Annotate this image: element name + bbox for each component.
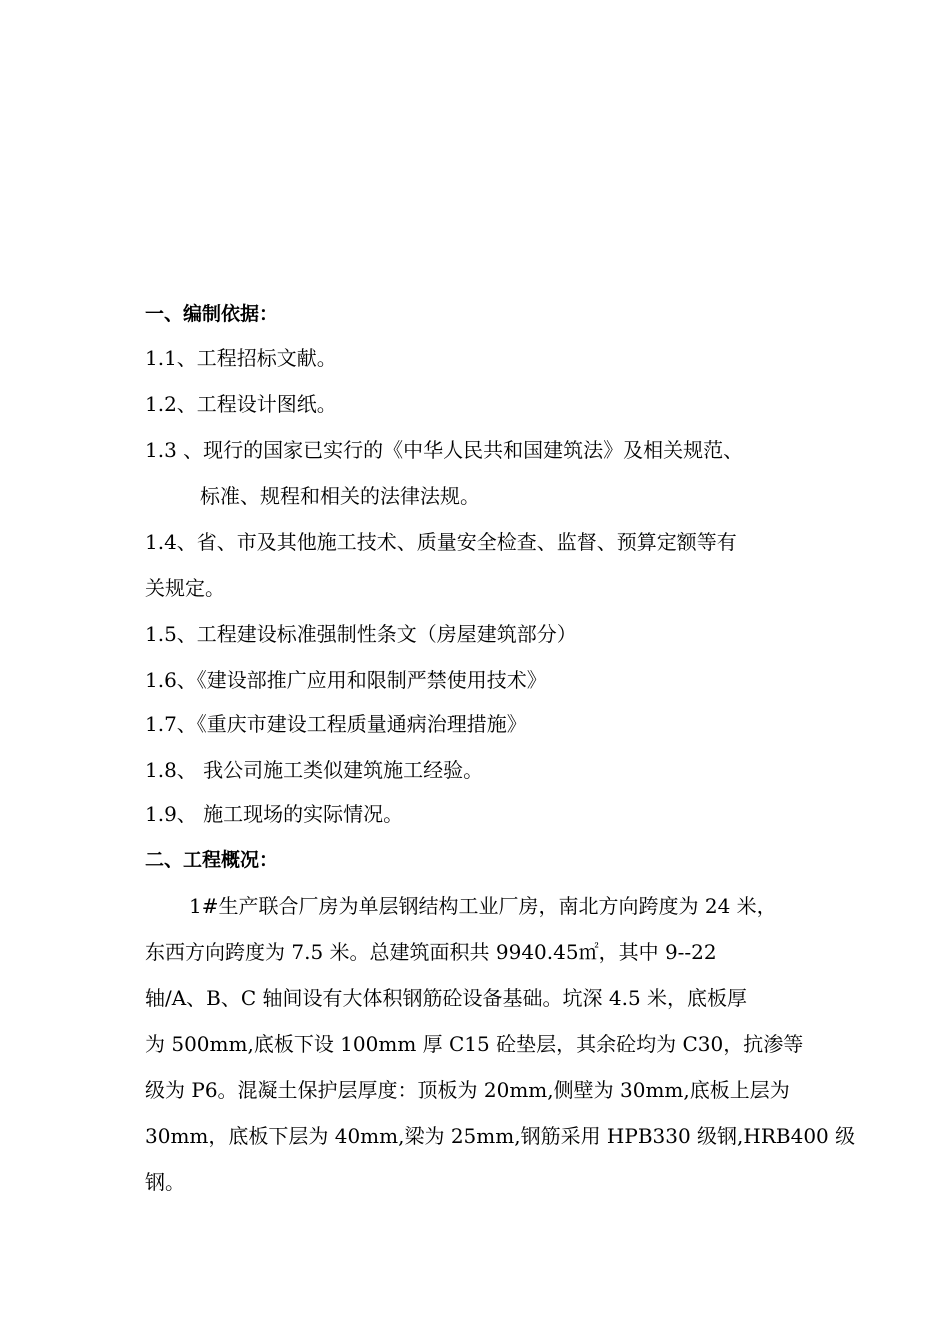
basis-item-1-9: 1.9、 施工现场的实际情况。	[145, 802, 404, 826]
basis-item-1-8: 1.8、 我公司施工类似建筑施工经验。	[145, 758, 484, 782]
section-heading-overview: 二、工程概况：	[145, 849, 279, 871]
basis-item-1-4: 1.4、省、市及其他施工技术、质量安全检查、监督、预算定额等有	[145, 530, 737, 554]
overview-paragraph-line-1: 1#生产联合厂房为单层钢结构工业厂房，南北方向跨度为 24 米，	[189, 894, 777, 918]
overview-paragraph-line-7: 钢。	[145, 1170, 185, 1194]
basis-item-1-7: 1.7、《重庆市建设工程质量通病治理措施》	[145, 712, 527, 736]
basis-item-1-3-continued: 标准、规程和相关的法律法规。	[200, 484, 480, 508]
basis-item-1-6: 1.6、《建设部推广应用和限制严禁使用技术》	[145, 668, 547, 692]
section-heading-basis: 一、编制依据：	[145, 303, 279, 325]
basis-item-1-5: 1.5、工程建设标准强制性条文（房屋建筑部分）	[145, 622, 577, 646]
overview-paragraph-line-4: 为 500mm,底板下设 100mm 厚 C15 砼垫层，其余砼均为 C30，抗渗等	[145, 1032, 804, 1056]
basis-item-1-2: 1.2、工程设计图纸。	[145, 392, 337, 416]
basis-item-1-4-continued: 关规定。	[145, 576, 225, 600]
overview-paragraph-line-6: 30mm，底板下层为 40mm,梁为 25mm,钢筋采用 HPB330 级钢,HRB400 级	[145, 1124, 856, 1148]
overview-paragraph-line-3: 轴/A、B、C 轴间设有大体积钢筋砼设备基础。坑深 4.5 米，底板厚	[145, 986, 748, 1010]
overview-paragraph-line-2: 东西方向跨度为 7.5 米。总建筑面积共 9940.45㎡，其中 9--22	[145, 940, 717, 964]
basis-item-1-1: 1.1、工程招标文献。	[145, 346, 337, 370]
overview-paragraph-line-5: 级为 P6。混凝土保护层厚度：顶板为 20mm,侧壁为 30mm,底板上层为	[145, 1078, 790, 1102]
basis-item-1-3: 1.3 、现行的国家已实行的《中华人民共和国建筑法》及相关规范、	[145, 438, 744, 462]
